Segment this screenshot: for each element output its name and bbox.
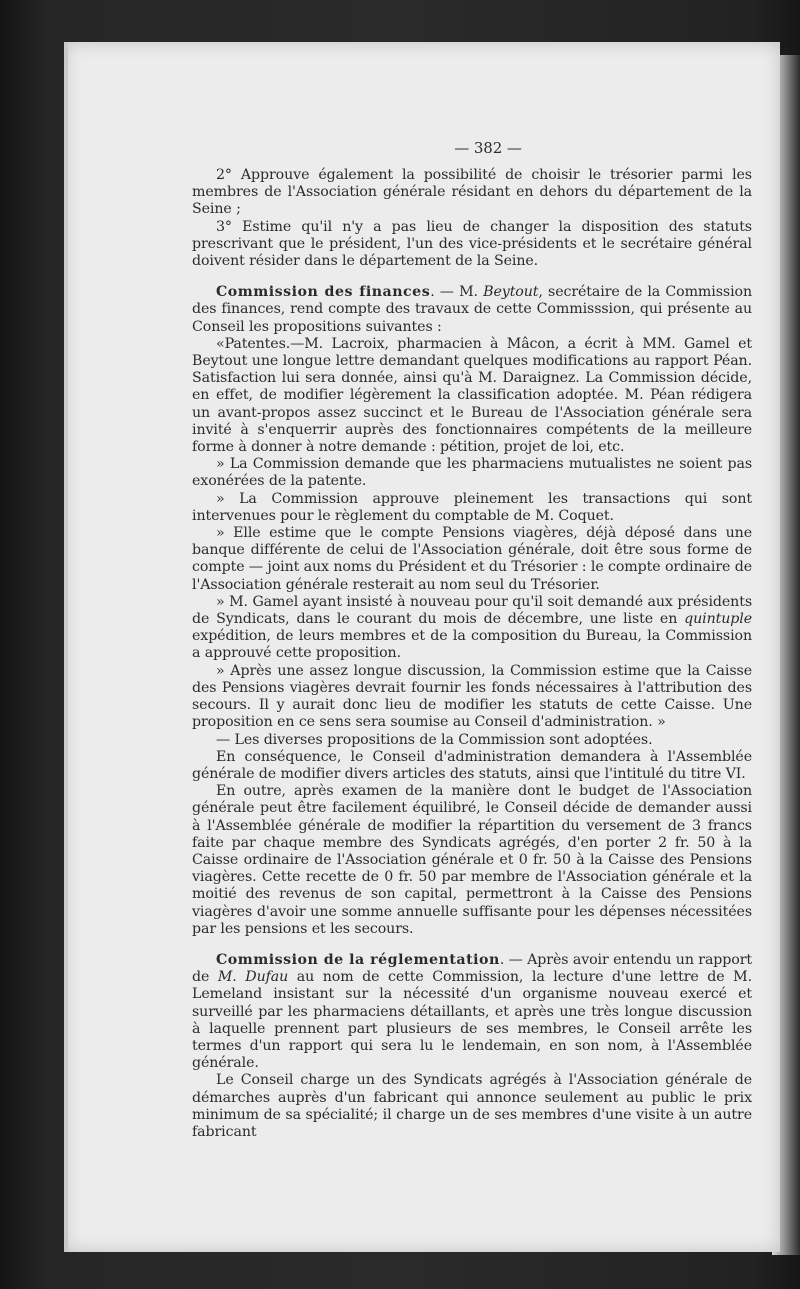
page-edge: [64, 42, 68, 1252]
finances-caisse: » Après une assez longue discussion, la Commission estime que la Caisse des Pensions viagères devrait fournir les fonds nécessaires à l'attribution des secours. Il y aurait donc lieu de modifier les statuts de cette Caisse. Une proposition en ce sens sera soumise au Conseil d'administration. »: [192, 662, 752, 731]
finances-gamel-a: » M. Gamel ayant insisté à nouveau pour qu'il soit demandé aux présidents de Syndicats, dans le courant du mois de décembre, une liste en: [192, 593, 752, 628]
page-number: — 382 —: [454, 139, 522, 157]
finances-budget: En outre, après examen de la manière dont le budget de l'Association générale peut être facilement équilibré, le Conseil décide de demander aussi à l'Assemblée générale de modifier la répartition du versement de 3 francs faite par chaque membre des Syndicats agrégés, d'en porter 2 fr. 50 à la Caisse ordinaire de l'Association générale et 0 fr. 50 à la Caisse des Pensions viagères. Cette recette de 0 fr. 50 par membre de l'Association générale et la moitié des revenus de son capital, permettront à la Caisse des Pensions viagères d'avoir une somme annuelle suffisante pour les dépenses nécessitées par les pensions et les secours.: [192, 783, 752, 937]
page-text: [192, 140, 752, 1141]
reglementation-fabricant: Le Conseil charge un des Syndicats agrégés à l'Association générale de démarches auprès d'un fabricant qui annonce seulement au public le prix minimum de sa spécialité; il charge un de ses membres d'une visite à un autre fabricant: [192, 1072, 752, 1140]
finances-patentes: «Patentes.—M. Lacroix, pharmacien à Mâcon, a écrit à MM. Gamel et Beytout une longue lettre demandant quelques modifications au rapport Péan. Satisfaction lui sera donnée, ainsi qu'à M. Daraignez. La Commission décide, en effet, de modifier légèrement la classification adoptée. M. Péan rédigera un avant-propos assez succinct et le Bureau de l'Association générale sera invité à s'enquerrir auprès des fonctionnaires compétents de la meilleure forme à donner à notre demande : pétition, projet de loi, etc.: [192, 335, 752, 456]
finances-gamel-b: expédition, de leurs membres et de la composition du Bureau, la Commission a approuvé cette proposition.: [192, 628, 752, 662]
finances-pensions-compte: » Elle estime que le compte Pensions viagères, déjà déposé dans une banque différente de celui de l'Association générale, doit être sous forme de compte — joint aux noms du Président et du Trésorier : le compte ordinaire de l'Association générale resterait au nom seul du Trésorier.: [192, 525, 752, 593]
finances-gamel: [192, 594, 752, 663]
finances-lead-a: . — M.: [430, 284, 484, 301]
finances-gamel-em: quintuple: [684, 611, 752, 628]
finances-speaker: Beytout: [483, 284, 539, 301]
intro-point-2: 2° Approuve également la possibilité de choisir le trésorier parmi les membres de l'Association générale résidant en dehors du département de la Seine ;: [192, 167, 752, 218]
finances-mutualistes: » La Commission demande que les pharmaciens mutualistes ne soient pas exonérées de la patente.: [192, 456, 752, 490]
reglementation-lead: [192, 952, 752, 1072]
finances-consequence: En conséquence, le Conseil d'administration demandera à l'Assemblée générale de modifier divers articles des statuts, ainsi que l'intitulé du titre VI.: [192, 748, 752, 782]
finances-transactions: » La Commission approuve pleinement les transactions qui sont intervenues pour le règlement du comptable de M. Coquet.: [192, 490, 752, 524]
reglementation-lead-a: . — Après avoir entendu un rapport de: [192, 951, 752, 986]
reglementation-heading: Commission de la réglementation: [216, 951, 500, 968]
reglementation-lead-b: au nom de cette Commission, la lecture d'une lettre de M. Lemeland insistant sur la nécessité d'un organisme nouveau exercé et surveillé par les pharmaciens détaillants, et après une très longue discussion à laquelle prennent part plusieurs de ses membres, le Conseil arrête les termes d'un rapport qui sera lu le lendemain, en son nom, à l'Assemblée générale.: [192, 969, 752, 1072]
reglementation-speaker: M. Dufau: [217, 969, 289, 986]
finances-adopted: — Les diverses propositions de la Commission sont adoptées.: [216, 731, 653, 748]
finances-lead: [192, 284, 752, 336]
intro-point-3: 3° Estime qu'il n'y a pas lieu de changer la disposition des statuts prescrivant que le président, l'un des vice-présidents et le secrétaire général doivent résider dans le département de la Seine.: [192, 218, 752, 270]
finances-lead-b: , secrétaire de la Commission des finances, rend compte des travaux de cette Commisssion, qui présente au Conseil les propositions suivantes :: [192, 284, 752, 335]
finances-heading: Commission des finances: [216, 284, 431, 301]
